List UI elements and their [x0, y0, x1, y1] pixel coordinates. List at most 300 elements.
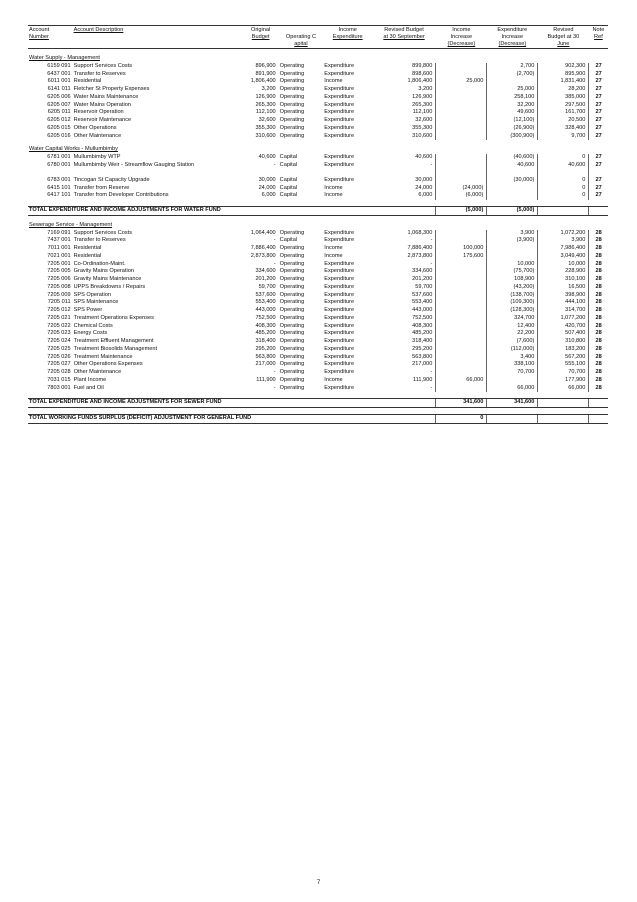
- expenditure-increase: 70,700: [487, 369, 538, 377]
- account-number: 7205 009: [47, 291, 71, 298]
- operating-capital: Operating: [279, 70, 305, 77]
- note-ref: 27: [589, 94, 608, 102]
- account-suffix: 1: [67, 237, 71, 244]
- operating-capital: Capital: [279, 192, 298, 199]
- operating-capital: Operating: [279, 62, 305, 69]
- revised-budget-june: 895,900: [538, 71, 589, 79]
- note-ref: 27: [589, 86, 608, 94]
- note-ref: 28: [589, 354, 608, 362]
- account-number-cell: [28, 330, 73, 338]
- operating-capital: Operating: [279, 245, 305, 251]
- income-increase: [436, 125, 487, 133]
- operating-capital: Operating: [279, 276, 305, 282]
- revised-budget-june: 9,700: [538, 133, 589, 141]
- account-number-cell: [28, 177, 73, 185]
- account-number-cell: [28, 86, 73, 94]
- expenditure-increase: (7,600): [487, 338, 538, 346]
- total-income-increase: 0: [436, 415, 487, 424]
- empty-cell: [538, 408, 589, 415]
- operating-capital: Operating: [279, 268, 305, 275]
- section-title: [28, 55, 608, 63]
- expenditure-increase: (30,000): [487, 177, 538, 185]
- expenditure-increase: (40,600): [487, 154, 538, 162]
- operating-capital: Operating: [279, 299, 305, 306]
- table-row: [28, 369, 608, 377]
- income-increase: [436, 162, 487, 177]
- operating-capital: Capital: [279, 154, 298, 160]
- table-row: [28, 268, 608, 276]
- revised-budget-sept: 217,000: [412, 361, 433, 368]
- income-expenditure: Expenditure: [324, 176, 355, 183]
- revised-budget-sept: 485,200: [412, 330, 433, 337]
- income-expenditure: Expenditure: [324, 291, 355, 298]
- account-suffix: 1: [67, 70, 71, 77]
- account-number-cell: [28, 230, 73, 238]
- original-budget: 24,000: [258, 184, 276, 191]
- account-description: Gravity Mains Maintenance: [73, 276, 142, 282]
- table-row: [28, 125, 608, 133]
- revised-budget-sept: 318,400: [412, 338, 433, 344]
- account-number: 6205 016: [47, 132, 71, 139]
- note-ref: 27: [589, 177, 608, 185]
- table-row: [28, 94, 608, 102]
- header-revised-budget-sept: Revised Budget at 30 September: [372, 26, 436, 49]
- note-ref: 27: [589, 133, 608, 141]
- budget-adjustments-table: [28, 25, 608, 424]
- note-ref: 27: [589, 162, 608, 177]
- original-budget: 553,400: [255, 299, 276, 306]
- account-number-cell: [28, 361, 73, 369]
- table-row: [28, 292, 608, 300]
- account-description: Gravity Mains Operation: [73, 268, 134, 275]
- original-budget: 40,600: [258, 154, 276, 160]
- water-fund-total-row: [28, 207, 608, 216]
- sewer-fund-total-row: [28, 399, 608, 408]
- table-header-row: [28, 26, 608, 49]
- empty-cell: [243, 408, 279, 415]
- operating-capital: Operating: [279, 361, 305, 368]
- income-increase: [436, 94, 487, 102]
- empty-cell: [589, 415, 608, 424]
- note-ref: 28: [589, 268, 608, 276]
- table-row: [28, 133, 608, 141]
- operating-capital: Operating: [279, 384, 305, 391]
- account-description: Water Mains Operation: [73, 101, 131, 108]
- account-number-cell: [28, 71, 73, 79]
- revised-budget-june: 10,000: [538, 261, 589, 269]
- account-number-cell: [28, 63, 73, 71]
- account-number-cell: [28, 369, 73, 377]
- revised-budget-sept: 126,900: [412, 93, 433, 100]
- original-budget: -: [273, 161, 276, 168]
- income-expenditure: Income: [324, 376, 343, 383]
- account-description: Support Services Costs: [73, 62, 133, 69]
- note-ref: 28: [589, 315, 608, 323]
- operating-capital: Operating: [279, 338, 305, 344]
- revised-budget-june: 444,100: [538, 299, 589, 307]
- account-number: 7205 021: [47, 314, 71, 321]
- revised-budget-june: 328,400: [538, 125, 589, 133]
- expenditure-increase: 3,900: [487, 230, 538, 238]
- revised-budget-june: 1,072,200: [538, 230, 589, 238]
- income-increase: [436, 361, 487, 369]
- original-budget: -: [273, 369, 276, 375]
- operating-capital: Operating: [279, 283, 305, 290]
- account-description: Other Maintenance: [73, 132, 122, 139]
- note-ref: 28: [589, 330, 608, 338]
- revised-budget-sept: 40,600: [415, 154, 433, 160]
- note-ref: 27: [589, 192, 608, 200]
- account-number: 7021 00: [47, 252, 68, 259]
- expenditure-increase: 2,700: [487, 63, 538, 71]
- operating-capital: Capital: [279, 161, 298, 168]
- account-number: 7205 008: [47, 283, 71, 290]
- expenditure-increase: (112,000): [487, 346, 538, 354]
- income-expenditure: Expenditure: [324, 101, 355, 108]
- account-number-cell: [28, 94, 73, 102]
- account-description: Other Maintenance: [73, 369, 122, 375]
- account-number-cell: [28, 346, 73, 354]
- revised-budget-june: 0: [538, 177, 589, 185]
- header-account-description: Account Description: [73, 26, 243, 49]
- revised-budget-sept: 201,200: [412, 276, 433, 282]
- original-budget: -: [273, 237, 276, 244]
- revised-budget-june: 7,986,400: [538, 245, 589, 253]
- account-description: Plant Income: [73, 376, 107, 383]
- original-budget: 896,900: [255, 62, 276, 69]
- table-row: [28, 330, 608, 338]
- note-ref: 28: [589, 338, 608, 346]
- income-increase: [436, 315, 487, 323]
- income-expenditure: Income: [324, 184, 343, 191]
- empty-cell: [538, 207, 589, 216]
- account-number-cell: [28, 354, 73, 362]
- table-body: [28, 49, 608, 424]
- account-number-cell: [28, 192, 73, 200]
- account-description: Treatment Effluent Management: [73, 338, 154, 344]
- account-number: 7205 005: [47, 268, 71, 275]
- account-number-cell: [28, 261, 73, 269]
- original-budget: 355,300: [255, 124, 276, 131]
- header-account-number: Account Number: [28, 26, 73, 49]
- income-expenditure: Expenditure: [324, 70, 355, 77]
- account-number: 6205 011: [47, 109, 71, 116]
- account-number-cell: [28, 109, 73, 117]
- account-suffix: 1: [67, 384, 71, 391]
- header-operating-capital: Operating C apital: [279, 26, 324, 49]
- expenditure-increase: 49,600: [487, 109, 538, 117]
- operating-capital: Operating: [279, 93, 305, 100]
- account-suffix: 1: [67, 192, 71, 199]
- income-increase: [436, 284, 487, 292]
- revised-budget-sept: 752,500: [412, 314, 433, 321]
- income-increase: [436, 177, 487, 185]
- section-title-text: Water Supply - Management: [29, 55, 100, 61]
- empty-cell: [279, 408, 324, 415]
- account-number-cell: [28, 185, 73, 193]
- empty-cell: [28, 408, 73, 415]
- note-ref: 28: [589, 253, 608, 261]
- operating-capital: Operating: [279, 229, 305, 236]
- revised-budget-june: 70,700: [538, 369, 589, 377]
- revised-budget-june: 28,200: [538, 86, 589, 94]
- empty-cell: [487, 408, 538, 415]
- account-suffix: 1: [67, 184, 71, 191]
- account-description: Mullumbimby Weir - Streamflow Gauging Station: [73, 161, 195, 168]
- expenditure-increase: 12,400: [487, 323, 538, 331]
- expenditure-increase: (128,300): [487, 307, 538, 315]
- operating-capital: Operating: [279, 353, 305, 360]
- account-description: Treatment Maintenance: [73, 353, 133, 360]
- note-ref: 28: [589, 385, 608, 393]
- note-ref: 27: [589, 63, 608, 71]
- operating-capital: Operating: [279, 252, 305, 259]
- operating-capital: Operating: [279, 86, 305, 92]
- revised-budget-sept: -: [430, 161, 433, 168]
- income-increase: [436, 276, 487, 284]
- table-row: [28, 237, 608, 245]
- revised-budget-sept: 537,600: [412, 291, 433, 298]
- account-number-cell: [28, 154, 73, 162]
- header-original-budget: Original Budget: [243, 26, 279, 49]
- original-budget: 59,700: [258, 283, 276, 290]
- page-number: 7: [316, 880, 321, 886]
- account-number: 7205 011: [47, 299, 71, 306]
- original-budget: 891,900: [255, 70, 276, 77]
- income-expenditure: Income: [324, 245, 343, 251]
- expenditure-increase: (75,700): [487, 268, 538, 276]
- total-expenditure-increase: [487, 415, 538, 424]
- table-row: [28, 245, 608, 253]
- revised-budget-june: 0: [538, 185, 589, 193]
- income-increase: [436, 323, 487, 331]
- income-increase: [436, 261, 487, 269]
- revised-budget-june: 297,500: [538, 102, 589, 110]
- operating-capital: Operating: [279, 291, 305, 298]
- expenditure-increase: 25,000: [487, 86, 538, 94]
- table-row: [28, 385, 608, 393]
- original-budget: 112,100: [255, 109, 276, 116]
- spacer-row: [28, 408, 608, 415]
- expenditure-increase: 66,000: [487, 385, 538, 393]
- original-budget: 537,600: [255, 291, 276, 298]
- account-number: 7205 022: [47, 322, 71, 329]
- empty-cell: [372, 408, 436, 415]
- account-description: Fletcher St Property Expenses: [73, 86, 150, 92]
- expenditure-increase: (138,700): [487, 292, 538, 300]
- section-title-row: [28, 222, 608, 230]
- operating-capital: Capital: [279, 176, 298, 183]
- income-expenditure: Expenditure: [324, 361, 355, 368]
- expenditure-increase: [487, 253, 538, 261]
- section-title-row: [28, 55, 608, 63]
- account-number: 7205 028: [47, 369, 71, 375]
- income-expenditure: Expenditure: [324, 283, 355, 290]
- account-description: Tincogan St Capacity Upgrade: [73, 176, 150, 183]
- account-description: Mullumbimby WTP: [73, 154, 121, 160]
- expenditure-increase: [487, 377, 538, 385]
- account-description: Residential: [73, 78, 102, 85]
- revised-budget-june: 161,700: [538, 109, 589, 117]
- table-row: [28, 71, 608, 79]
- account-suffix: 1: [67, 62, 71, 69]
- account-suffix: 1: [67, 176, 71, 183]
- account-number: 7169 09: [47, 229, 68, 236]
- original-budget: -: [273, 260, 276, 267]
- income-expenditure: Expenditure: [324, 307, 355, 313]
- header-income-expenditure: Income Expenditure: [323, 26, 372, 49]
- income-increase: [436, 307, 487, 315]
- account-description: Residential: [73, 245, 102, 251]
- revised-budget-june: 310,100: [538, 276, 589, 284]
- revised-budget-sept: 563,800: [412, 353, 433, 360]
- revised-budget-sept: 295,200: [412, 345, 433, 352]
- original-budget: 32,600: [258, 117, 276, 123]
- note-ref: 28: [589, 292, 608, 300]
- account-number: 6205 015: [47, 124, 71, 131]
- account-number: 6780 00: [47, 161, 68, 168]
- income-increase: [436, 71, 487, 79]
- revised-budget-june: 0: [538, 154, 589, 162]
- account-description: Residential: [73, 252, 102, 259]
- account-number: 6415 10: [47, 184, 68, 191]
- account-number-cell: [28, 299, 73, 307]
- note-ref: 27: [589, 154, 608, 162]
- account-number-cell: [28, 284, 73, 292]
- operating-capital: Operating: [279, 330, 305, 337]
- revised-budget-sept: 32,600: [415, 117, 433, 123]
- revised-budget-sept: 265,300: [412, 101, 433, 108]
- operating-capital: Operating: [279, 109, 305, 116]
- total-expenditure-increase: 341,600: [487, 399, 538, 408]
- original-budget: -: [273, 384, 276, 391]
- revised-budget-june: 228,900: [538, 268, 589, 276]
- income-increase: 100,000: [436, 245, 487, 253]
- account-description: Support Services Costs: [73, 229, 133, 236]
- income-increase: [436, 117, 487, 125]
- revised-budget-june: 16,500: [538, 284, 589, 292]
- revised-budget-sept: 2,873,800: [407, 252, 433, 259]
- account-number: 7031 01: [47, 376, 68, 383]
- account-number: 7205 027: [47, 361, 71, 368]
- account-description: Water Mains Maintenance: [73, 93, 139, 100]
- income-increase: [436, 154, 487, 162]
- account-number-cell: [28, 125, 73, 133]
- income-expenditure: Expenditure: [324, 314, 355, 321]
- empty-cell: [73, 408, 243, 415]
- revised-budget-sept: 112,100: [412, 109, 433, 116]
- account-suffix: 1: [67, 161, 71, 168]
- note-ref: 28: [589, 346, 608, 354]
- income-expenditure: Expenditure: [324, 345, 355, 352]
- income-increase: 25,000: [436, 78, 487, 86]
- income-expenditure: Expenditure: [324, 338, 355, 344]
- revised-budget-june: 1,831,400: [538, 78, 589, 86]
- original-budget: 30,000: [258, 176, 276, 183]
- income-increase: [436, 133, 487, 141]
- expenditure-increase: 324,700: [487, 315, 538, 323]
- note-ref: 27: [589, 71, 608, 79]
- expenditure-increase: 40,600: [487, 162, 538, 177]
- account-suffix: 1: [67, 245, 71, 251]
- revised-budget-june: 555,100: [538, 361, 589, 369]
- revised-budget-june: 3,900: [538, 237, 589, 245]
- account-number-cell: [28, 78, 73, 86]
- note-ref: 28: [589, 377, 608, 385]
- empty-cell: [589, 399, 608, 408]
- original-budget: 318,400: [255, 338, 276, 344]
- expenditure-increase: 10,000: [487, 261, 538, 269]
- revised-budget-sept: 24,000: [415, 184, 433, 191]
- empty-cell: [538, 415, 589, 424]
- expenditure-increase: [487, 245, 538, 253]
- account-number-cell: [28, 245, 73, 253]
- revised-budget-sept: 443,000: [412, 307, 433, 313]
- revised-budget-sept: 1,806,400: [407, 78, 433, 85]
- account-number-cell: [28, 253, 73, 261]
- table-row: [28, 162, 608, 177]
- section-title-row: [28, 146, 608, 154]
- total-label: TOTAL EXPENDITURE AND INCOME ADJUSTMENTS FOR SEWER FUND: [28, 399, 436, 408]
- account-number-cell: [28, 162, 73, 177]
- table-row: [28, 177, 608, 185]
- operating-capital: Operating: [279, 322, 305, 329]
- expenditure-increase: 3,400: [487, 354, 538, 362]
- section-title: [28, 146, 608, 154]
- income-increase: (24,000): [436, 185, 487, 193]
- account-suffix: 1: [67, 78, 71, 85]
- header-income-increase: Income Increase (Decrease): [436, 26, 487, 49]
- account-number: 7205 024: [47, 338, 71, 344]
- revised-budget-june: 420,700: [538, 323, 589, 331]
- revised-budget-june: 40,600: [538, 162, 589, 177]
- original-budget: 7,886,400: [250, 245, 276, 251]
- budget-review-sheet: [28, 25, 608, 424]
- income-increase: [436, 237, 487, 245]
- expenditure-increase: 32,200: [487, 102, 538, 110]
- revised-budget-sept: 553,400: [412, 299, 433, 306]
- original-budget: 3,200: [261, 86, 276, 92]
- table-row: [28, 307, 608, 315]
- revised-budget-sept: -: [430, 237, 433, 244]
- income-increase: [436, 299, 487, 307]
- account-description: SPS Power: [73, 307, 103, 313]
- income-expenditure: Expenditure: [324, 299, 355, 306]
- revised-budget-june: 177,900: [538, 377, 589, 385]
- table-row: [28, 117, 608, 125]
- income-increase: [436, 346, 487, 354]
- total-expenditure-increase: (5,000): [487, 207, 538, 216]
- header-expenditure-increase: Expenditure Increase (Decrease): [487, 26, 538, 49]
- table-row: [28, 323, 608, 331]
- note-ref: 28: [589, 261, 608, 269]
- total-label: TOTAL EXPENDITURE AND INCOME ADJUSTMENTS FOR WATER FUND: [28, 207, 436, 216]
- original-budget: 310,600: [255, 132, 276, 139]
- revised-budget-sept: 310,600: [412, 132, 433, 139]
- income-increase: [436, 385, 487, 393]
- expenditure-increase: [487, 185, 538, 193]
- table-row: [28, 253, 608, 261]
- revised-budget-sept: 30,000: [415, 176, 433, 183]
- income-increase: 175,600: [436, 253, 487, 261]
- original-budget: 126,900: [255, 93, 276, 100]
- income-increase: [436, 86, 487, 94]
- operating-capital: Operating: [279, 101, 305, 108]
- account-number: 6783 00: [47, 176, 68, 183]
- account-number: 7205 00: [47, 260, 68, 267]
- account-description: Fuel and Oil: [73, 384, 104, 391]
- income-increase: [436, 63, 487, 71]
